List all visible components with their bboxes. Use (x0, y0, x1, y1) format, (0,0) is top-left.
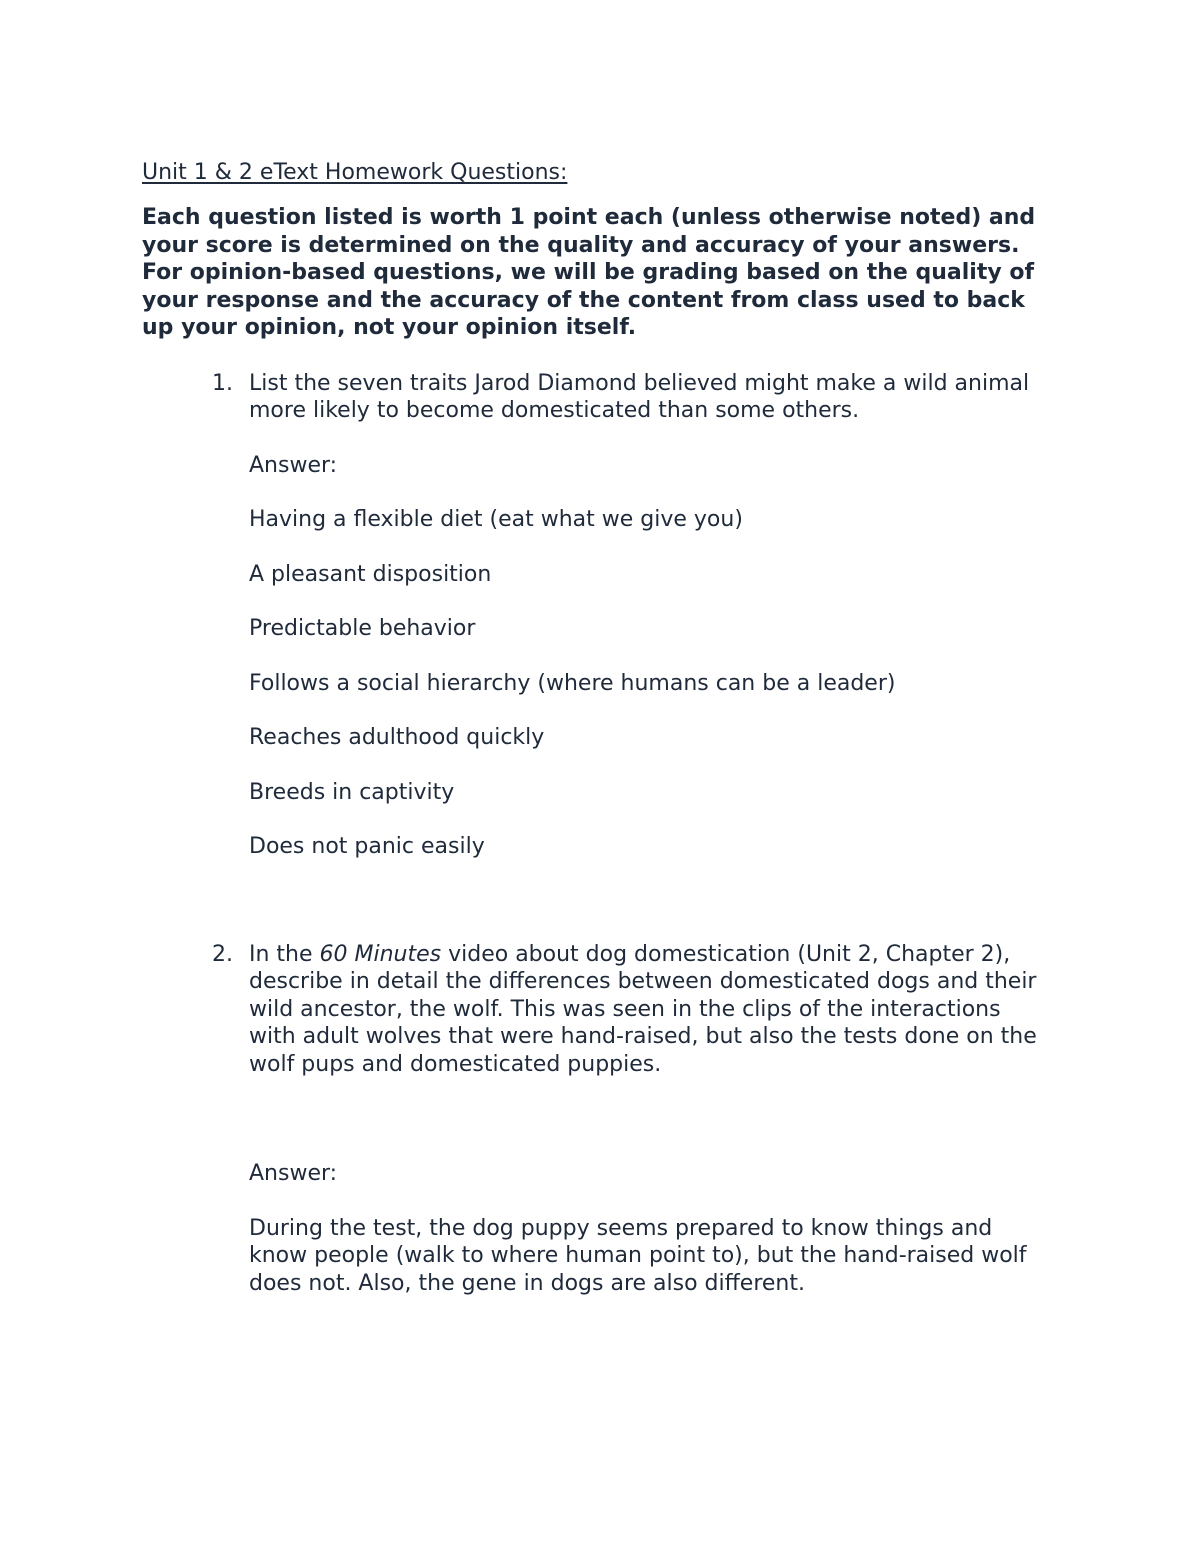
answer-text: During the test, the dog puppy seems prepared to know things and know people (walk to where human point to), but the hand-raised wolf does not. Also, the gene in dogs are also different. (249, 1215, 1027, 1296)
question-text: List the seven traits Jarod Diamond believed might make a wild animal more likely to become domesticated than some others. (249, 370, 1030, 424)
answer-trait: Breeds in captivity (249, 779, 455, 805)
question-2 (142, 941, 1062, 1298)
question-number: 1. (212, 370, 233, 396)
question-text-rest: video about dog domestication (Unit 2, Chapter 2), describe in detail the differences between domesticated dogs and their wild ancestor, the wolf. This was seen in the clips of the interactions with adult wolves that were hand-raised, but also the tests done on the wolf pups and domesticated puppies. (249, 941, 1037, 1077)
answer-trait: Follows a social hierarchy (where humans can be a leader) (249, 670, 896, 696)
question-number: 2. (212, 941, 233, 967)
question-text-start: In the (249, 941, 320, 967)
video-title: 60 Minutes (319, 941, 442, 967)
document-title: Unit 1 & 2 eText Homework Questions: (142, 160, 568, 185)
question-text (249, 941, 1049, 1079)
answer-label: Answer: (249, 1161, 338, 1187)
answer-trait: Having a flexible diet (eat what we give you) (249, 507, 743, 533)
answer-label: Answer: (249, 452, 338, 478)
question-1 (142, 370, 1062, 861)
document-page (142, 158, 1062, 1297)
answer-trait: Predictable behavior (249, 616, 476, 642)
grading-instructions: Each question listed is worth 1 point each (unless otherwise noted) and your score is determined on the quality and accuracy of your answers. For opinion-based questions, we will be grading based on the quality of your response and the accuracy of the content from class used to back up your opinion, not your opinion itself. (142, 205, 1036, 341)
answer-trait: Does not panic easily (249, 834, 485, 860)
answer-trait: Reaches adulthood quickly (249, 725, 545, 751)
answer-trait: A pleasant disposition (249, 561, 492, 587)
